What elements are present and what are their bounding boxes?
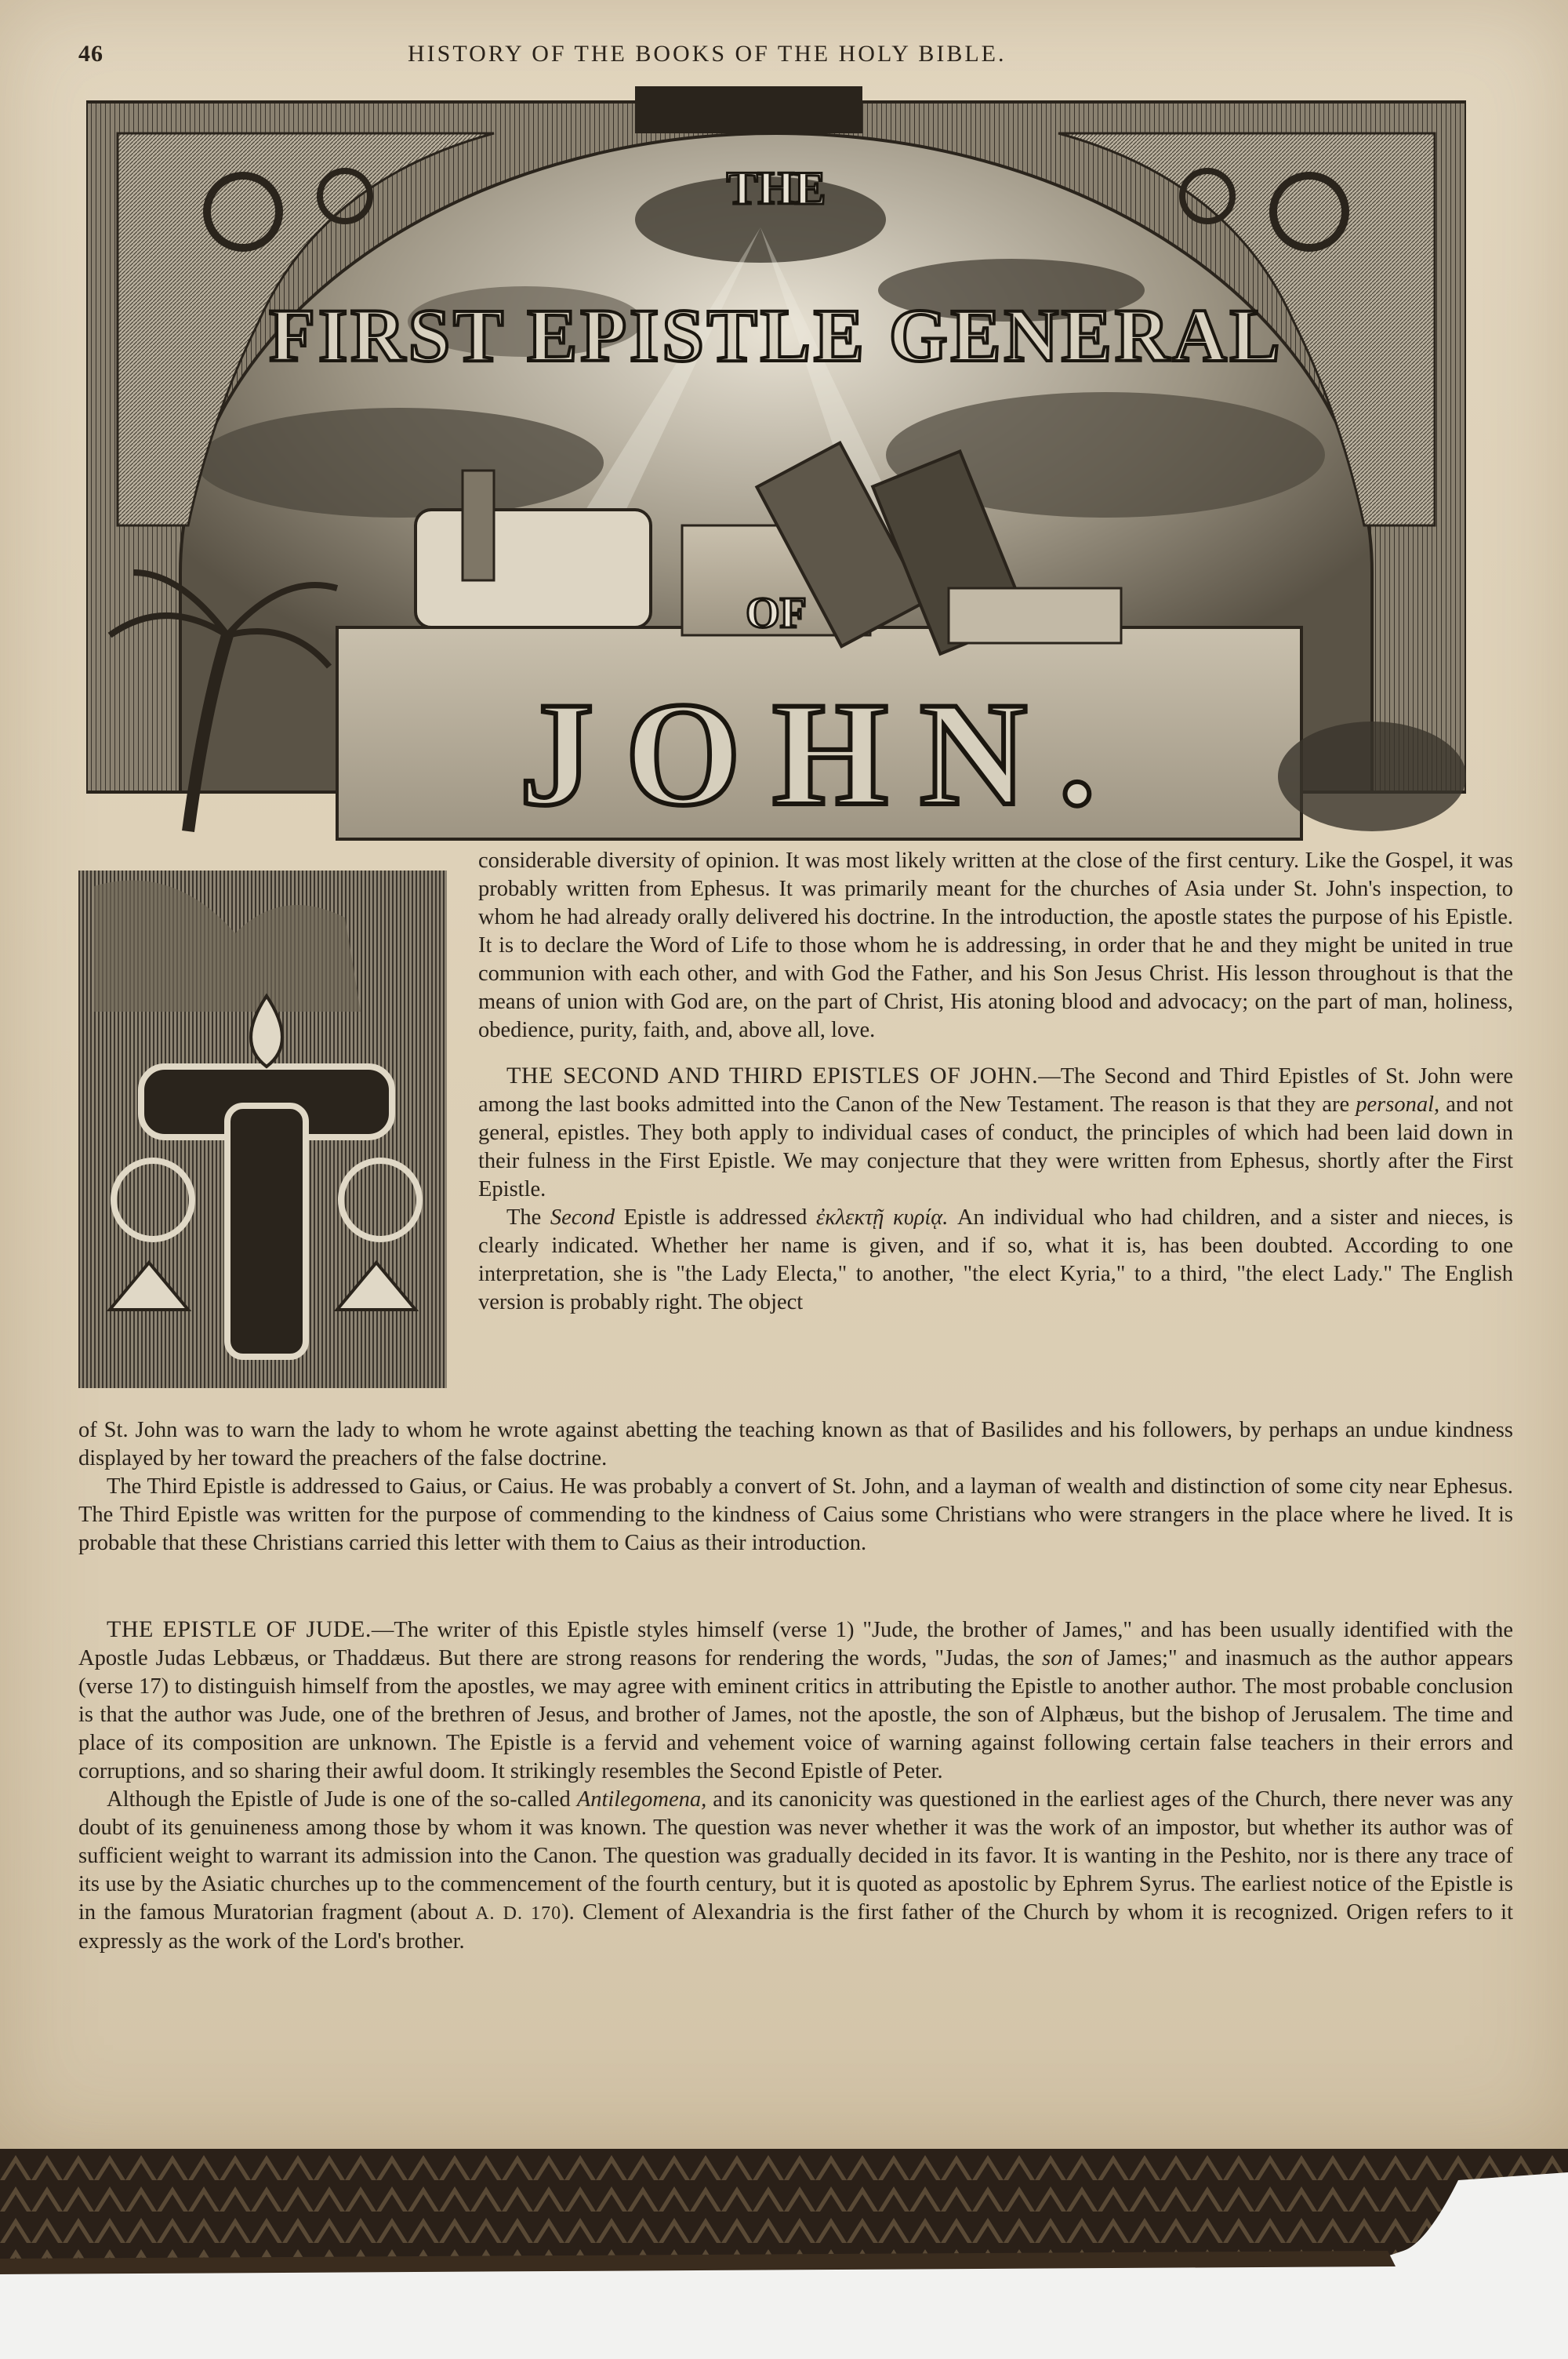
john1-paragraph: considerable diversity of opinion. It was most likely written at the close of the first century. Like the Gospel, it was probably written from Ephesus. It was primarily meant for the churches of Asia under St. John's inspection, to whom he had already orally delivered his doctrine. In the introduction, the apostle states the purpose of his Epistle. It is to declare the Word of Life to those whom he is addressing, in order that he and they might be united in true communion with each other, and with God the Father, and his Son Jesus Christ. His lesson throughout is that the means of union with God are, on the part of Christ, His atoning blood and advocacy; on the part of man, holiness, obedience, purity, faith, and, above all, love.: [478, 849, 1513, 1042]
third-epistle-paragraph: The Third Epistle is addressed to Gaius, or Caius. He was probably a convert of St. John, and a layman of wealth and distinction of some city near Ephesus. The Third Epistle was written for the purpose of commending to the kindness of Caius some Christians who were strangers in the place where he lived. It is probable that these Christians carried this letter with them to Caius as their introduction.: [78, 1474, 1513, 1555]
initial-letter-plate: [78, 871, 447, 1388]
section-heading-jude: THE EPISTLE OF JUDE.: [107, 1616, 372, 1642]
object-paragraph: of St. John was to warn the lady to whom he wrote against abetting the teaching known as that of Basilides and his followers, by perhaps an undue kindness displayed by her toward the preachers of the false doctrine.: [78, 1418, 1513, 1470]
engraving-john: JOHN.: [519, 672, 1127, 837]
title-engraving: [86, 86, 1466, 871]
engraving-the: THE: [726, 162, 826, 214]
page-number: 46: [78, 41, 103, 67]
second-epistle-paragraph: The Second Epistle is addressed ἐκλεκτῇ κυρίᾳ. An individual who had children, and a sister and nieces, is clearly indicated. Whether her name is given, and if so, what it is, has been doubted. According to one interpretation, she is "the Lady Electa," to another, "the elect Kyria," to a third, "the elect Lady." The English version is probably right. The object: [478, 1205, 1513, 1314]
book-binding-edge: [0, 2149, 1568, 2359]
full-width-block-1: [78, 1416, 1513, 1558]
engraving-first-epistle-general: FIRST EPISTLE GENERAL: [269, 293, 1283, 377]
jude-block: [78, 1616, 1513, 1956]
greek-phrase: ἐκλεκτῇ κυρίᾳ.: [815, 1205, 949, 1230]
running-title: HISTORY OF THE BOOKS OF THE HOLY BIBLE.: [408, 41, 1007, 67]
engraving-of: OF: [746, 589, 807, 638]
second-third-paragraph: THE SECOND AND THIRD EPISTLES OF JOHN.—The Second and Third Epistles of St. John were among the last books admitted into the Canon of the New Testament. The reason is that they are personal, and not general, epistles. They both apply to individual cases of conduct, the principles of which had been laid down in their fulness in the First Epistle. We may conjecture that they were written from Ephesus, shortly after the First Epistle.: [478, 1063, 1513, 1201]
date-smallcaps: A. D. 170: [475, 1903, 562, 1924]
jude-paragraph-2: Although the Epistle of Jude is one of the so-called Antilegomena, and its canonicity was questioned in the earliest ages of the Church, there never was any doubt of its genuineness among those by whom it was known. The question was never whether it was the work of an impostor, but whether its author was of sufficient weight to warrant its admission into the Canon. The question was gradually decided in its favor. It is wanting in the Peshito, nor is there any trace of its use by the Asiatic churches up to the commencement of the fourth century, but it is quoted as apostolic by Ephrem Syrus. The earliest notice of the Epistle is in the famous Muratorian fragment (about A. D. 170). Clement of Alexandria is the first father of the Church by whom it is recognized. Origen refers to it expressly as the work of the Lord's brother.: [78, 1787, 1514, 1954]
first-epistle-column: [478, 847, 1513, 1317]
jude-paragraph-1: THE EPISTLE OF JUDE.—The writer of this Epistle styles himself (verse 1) "Jude, the brother of James," and has been usually identified with the Apostle Judas Lebbæus, or Thaddæus. But there are strong reasons for rendering the words, "Judas, the son of James;" and inasmuch as the author appears (verse 17) to distinguish himself from the apostles, we may agree with eminent critics in attributing the Epistle to another author. The most probable conclusion is that the author was Jude, one of the brethren of Jesus, and brother of James, not the apostle, the son of Alphæus, but the bishop of Jerusalem. The time and place of its composition are unknown. The Epistle is a fervid and vehement voice of warning against following certain false teachers in their errors and corruptions, and so sharing their awful doom. It strikingly resembles the Second Epistle of Peter.: [78, 1616, 1514, 1783]
section-heading-second-third: THE SECOND AND THIRD EPISTLES OF JOHN.: [506, 1063, 1039, 1089]
running-head: [0, 38, 1568, 69]
